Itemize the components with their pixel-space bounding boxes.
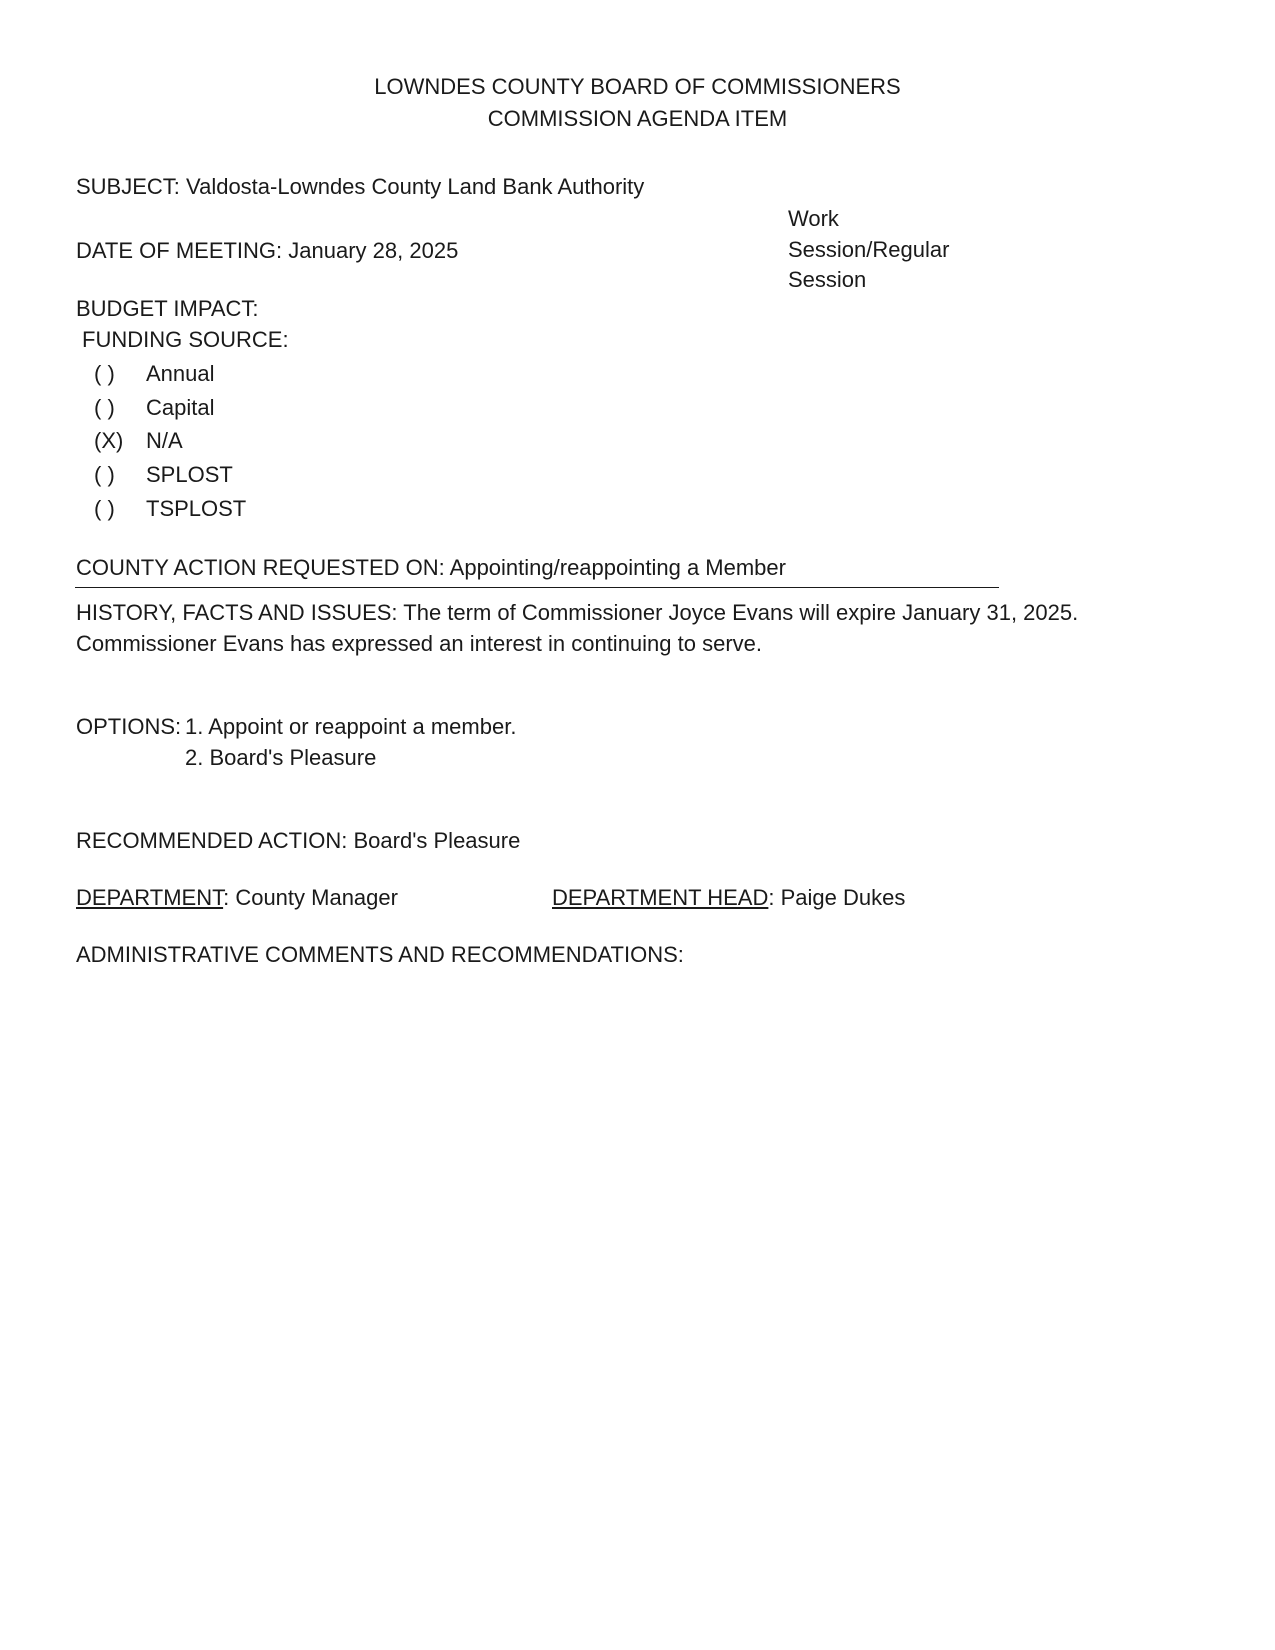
department-head-value: : Paige Dukes <box>768 885 906 910</box>
options-label: OPTIONS: <box>76 714 182 739</box>
header-subtitle: COMMISSION AGENDA ITEM <box>487 106 788 131</box>
department-line <box>76 883 398 913</box>
recommended-action-label: RECOMMENDED ACTION: <box>76 828 348 853</box>
subject-value: Valdosta-Lowndes County Land Bank Authority <box>186 174 645 199</box>
recommended-action-value: Board's Pleasure <box>353 828 521 853</box>
funding-label-annual: Annual <box>146 361 215 386</box>
session-line-1: Work <box>788 206 839 231</box>
meeting-date-value: January 28, 2025 <box>288 238 459 263</box>
section-divider <box>75 587 999 588</box>
recommended-action-line <box>76 826 520 856</box>
funding-checkbox-splost: ( ) <box>94 462 115 487</box>
funding-source-label: FUNDING SOURCE: <box>82 327 289 352</box>
history-label: HISTORY, FACTS AND ISSUES: <box>76 600 398 625</box>
action-requested-line <box>76 553 786 583</box>
option-item-1: 1. Appoint or reappoint a member. <box>185 714 517 739</box>
subject-label: SUBJECT: <box>76 174 180 199</box>
department-label: DEPARTMENT <box>76 885 224 910</box>
session-line-2: Session/Regular <box>788 237 950 262</box>
action-requested-value: Appointing/reappointing a Member <box>449 555 786 580</box>
session-line-3: Session <box>788 267 867 292</box>
meeting-date-label: DATE OF MEETING: <box>76 238 283 263</box>
history-line-1 <box>76 598 1078 628</box>
funding-label-splost: SPLOST <box>146 462 233 487</box>
funding-label-capital: Capital <box>146 395 215 420</box>
department-head-line <box>552 883 905 913</box>
option-item-2: 2. Board's Pleasure <box>185 745 377 770</box>
funding-label-na: N/A <box>146 428 183 453</box>
budget-impact-label: BUDGET IMPACT: <box>76 296 259 321</box>
action-requested-label: COUNTY ACTION REQUESTED ON: <box>76 555 445 580</box>
department-value: : County Manager <box>223 885 398 910</box>
admin-comments-label: ADMINISTRATIVE COMMENTS AND RECOMMENDATIONS: <box>76 942 684 967</box>
funding-checkbox-annual: ( ) <box>94 361 115 386</box>
header-title: LOWNDES COUNTY BOARD OF COMMISSIONERS <box>374 74 901 99</box>
funding-checkbox-capital: ( ) <box>94 395 115 420</box>
meeting-date-line <box>76 236 458 266</box>
funding-checkbox-na: (X) <box>94 428 124 453</box>
history-line-2: Commissioner Evans has expressed an interest in continuing to serve. <box>76 631 763 656</box>
funding-label-tsplost: TSPLOST <box>146 496 247 521</box>
funding-checkbox-tsplost: ( ) <box>94 496 115 521</box>
subject-line <box>76 172 644 202</box>
history-text-1: The term of Commissioner Joyce Evans will expire January 31, 2025. <box>403 600 1079 625</box>
department-head-label: DEPARTMENT HEAD <box>552 885 769 910</box>
